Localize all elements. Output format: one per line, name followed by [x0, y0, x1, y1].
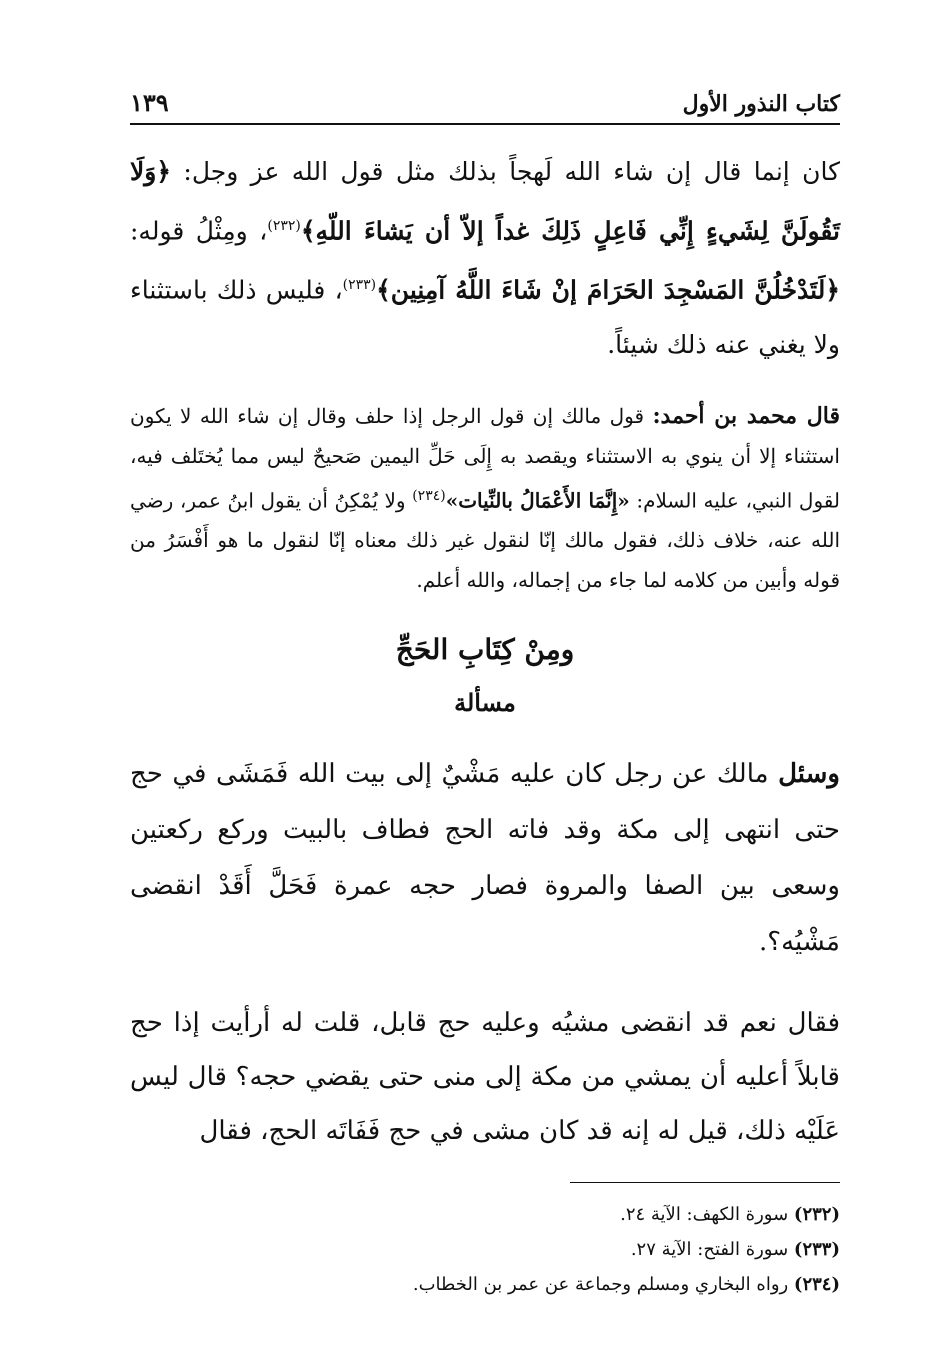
- paragraph-2: [130, 396, 840, 601]
- footnote-divider: [570, 1182, 840, 1183]
- footnote-ref-233: (٢٣٣): [342, 277, 377, 294]
- footnote-text: سورة الفتح: الآية ٢٧.: [630, 1239, 794, 1261]
- footnote-232: [130, 1197, 840, 1232]
- p1-end: فليس ذلك باستثناء ولا يغني عنه ذلك شيئاً.: [130, 275, 840, 359]
- quran-quote-1: ﴿وَلَا تَقُولَنَّ لِشَيءٍ إِنِّي فَاعِلٍ ذَلِكَ غداً إلاّ أن يَشاءَ اللّهِ﴾: [130, 157, 840, 246]
- book-title: كتاب النذور الأول: [682, 91, 840, 117]
- footnote-234: [130, 1267, 840, 1302]
- p2-text-a: قول مالك إن قول الرجل إذا حلف وقال إن شاء الله لا يكون استثناء إلا أن ينوي به الاستثناء ويقصد به إِلَى حَلِّ اليمين صَحيحٌ ليس مما يُختَلف فيه، لقول النبي، عليه السلام:: [130, 403, 840, 513]
- footnote-number: (٢٣٢): [793, 1204, 840, 1226]
- p3-text: مالك عن رجل كان عليه مَشْيٌ إلى بيت الله فَمَشَى في حج حتى انتهى إلى مكة وقد فاته الحج فطاف بالبيت وركع ركعتين وسعى بين الصفا والمروة فصار حجه عمرة فَحَلَّ أَقَدْ انقضى مَشْيُه؟.: [130, 759, 840, 958]
- footnote-text: رواه البخاري ومسلم وجماعة عن عمر بن الخطاب.: [412, 1274, 794, 1296]
- section-heading: ومِنْ كِتَابِ الحَجِّ: [395, 633, 575, 667]
- p1-line1: كان إنما قال إن شاء الله لَهجاً بذلك مثل قول الله عز وجل:: [183, 157, 840, 186]
- quran-quote-2: ﴿لَتَدْخُلُنَّ المَسْجِدَ الحَرَامَ إنْ شَاءَ اللَّهُ آمِنِين﴾: [376, 275, 840, 305]
- footnote-ref-234: (٢٣٤): [412, 487, 446, 504]
- page: [130, 88, 840, 1302]
- footnote-number: (٢٣٣): [793, 1239, 840, 1261]
- p3-lead: وسئل: [778, 759, 840, 790]
- p2-lead: قال محمد بن أحمد:: [652, 402, 840, 429]
- p1-sep1: ،: [259, 216, 268, 246]
- paragraph-3: [130, 746, 840, 970]
- p1-mid: ومِثْلُ قوله:: [130, 216, 260, 246]
- p2-text-b: ولا يُمْكِنُ أن يقول ابنُ عمر، رضي الله عنه، خلاف ذلك، فقول مالك إنّا لنقول غير ذلك معناه إنّا لنقول ما هو أَفْسَرُ من قوله وأبين من كلامه لما جاء من إجماله، والله أعلم.: [130, 488, 840, 593]
- footnote-number: (٢٣٤): [793, 1274, 840, 1296]
- running-head: [130, 88, 840, 125]
- p4-text: فقال نعم قد انقضى مشيُه وعليه حج قابل، قلت له أرأيت إذا حج قابلاً أعليه أن يمشي من مكة إلى منى حتى يقضي حجه؟ قال ليس عَلَيْه ذلك، قيل له إنه قد كان مشى في حج فَفَاتَه الحج، فقال: [130, 1008, 840, 1147]
- footnotes: [130, 1197, 840, 1302]
- footnote-ref-232: (٢٣٢): [267, 218, 301, 234]
- footnote-233: [130, 1232, 840, 1267]
- footnote-text: سورة الكهف: الآية ٢٤.: [620, 1204, 794, 1226]
- issue-heading: مسألة: [454, 688, 516, 718]
- p1-sep2: ،: [334, 275, 343, 305]
- paragraph-4: [130, 996, 840, 1158]
- paragraph-1: [130, 145, 840, 372]
- page-number: ١٣٩: [130, 88, 169, 117]
- hadith-quote: «إِنَّمَا الأَعْمَالُ بالنِّيات»: [445, 488, 630, 513]
